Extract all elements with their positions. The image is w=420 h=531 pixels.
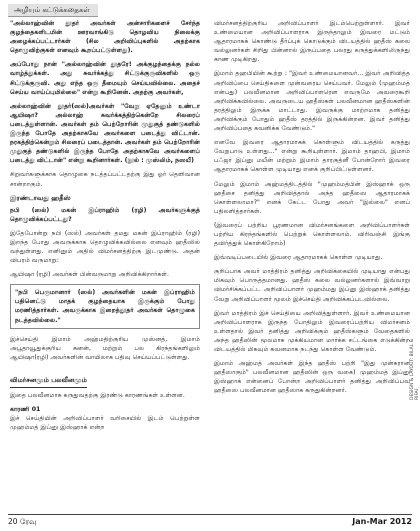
left-column (10, 19, 200, 437)
paragraph: சிறுவர்களுக்காக தொழுகை நடத்தப்பட்டதற்கு இது ஓர் தெளிவான சான்றாகும். (10, 171, 200, 188)
section-heading-second-hadith: இரண்டாவது ஹதீஸ் (10, 193, 71, 202)
paragraph: இதை பலவீனமாக கருதுவதற்கு இரண்டு காரணங்கள் உள்ளன. (10, 391, 185, 399)
paragraph: இமாம் தஹபியின் கூற்று : "இவர் உண்மையானவர்... இவர் அறிவித்த அறிவிப்பை செய்திகளை முன்வரைய செய்பவர். மேலும் (முஹம்மத் என்பது) பலவீனமான அறிவிப்பாளரென எவருமே அவரைகூறி அறிவிக்கவில்லை. அவருடைய ஹதீஸ்கள் பலவீனமான ஹதீஸ்களின் தரத்திலும் இருக்க மாட்டாது. இவருக்கு மாற்றமாக தனித்து அறிவிக்கும் போதும் ஹதீஸ் தரத்தில் இருக்கின்றன. இவர் தனித்து அறிவிப்பதை கவனிக்க வேண்டும்." (214, 70, 410, 133)
paragraph: இவர் மாத்திரம் இச் செய்தியை அறிவித்துள்ளார். இவர் உண்மையான அறிவிப்பாளராக இருந்த போதிலும் இவரைப்பற்றிய விமர்சனம் உள்ளதால் இவர் தனித்து அறிவிக்கும் ஹதீஸ்களும் வேதைகளில் அந்த ஹதீஸின் மூலமாக முக்கியமான மார்க்க சட்டங்கை எடுக்கின்ற விடயத்தில் மிகவும் கவனமாக நடந்து கொள்ள வேண்டும். (214, 309, 410, 353)
paragraph: ஆயிஷா (ரழி) அவர்கள் பின்வருமாறு அறிவிக்கிறார்கள். (10, 271, 170, 279)
hadith-text-3: அல்லாஹ்வின் தூதர்(ஸல்)அவர்கள் "வேறு ஏதேனும் உண்டா ஆயிஷா? அல்லாஹ் சுவர்க்கத்திற்கென்றே சிலரைப் படைத்துள்ளான். அவர்கள் தம் பெற்றோரின் முதுகுத் தண்டுகளில் இருந்த போதே அதற்காகவே அவர்களை படைத்து விட்டான். நரகத்திற்கென்றும் சிலரைப் படைத்தான். அவர்கள் தம் பெற்றோரின் முதுகுத் தண்டுகளில் இருந்த போதே அதற்காகவே அவர்களைப் படைத்து விட்டான்" என்று கூறினார்கள். (நூல் : முஸ்லிம், நஸயீ) (10, 102, 200, 165)
paragraph: இமாம் அஹ்மத் அவர்கள் இந்த ஹதீஸ் பற்றி "இது முன்கரான ஹதீஸாகும்" பலவீனமான ஹதீஸின் ஒரு வகை) முஹம்மத் இப்னு இஸ்ஹாக் என்னைப் போன்ற அறிவிப்பாளர் தனித்து அறிவிப்பவ ஹதீஸை பலவீனமான ஹதீஸாக கருதுகின்றனர். (214, 360, 410, 395)
magazine-name: ரேவு (19, 517, 37, 526)
section-label: அழியும் கட்டுக்கதைகள் (8, 4, 98, 17)
reason-heading: காரணி 01 (10, 406, 41, 413)
paragraph: இவ்வடிப்படையில் இவரை ஆதாரமாகக் கொள்ள முடியாது. (214, 254, 383, 262)
paragraph: விமர்சனத்திற்குரிய அறிவிப்பாளர் இடம்பெற்றுள்ளார். இவர் உண்மையான அறிவிப்பாளராக இருந்தாலும் இவரை மட்டும் ஆதாரமாகக் கொண்டு தீர்ப்புக் கொடுக்கும் விடயத்தில் ஹதீஸ் கலை வல்லுனர்கள் சிறிது பின்னால் இருப்பதை பலரது கருத்துக்களிலிருந்து காண முடிகிறது. (214, 20, 410, 64)
paragraph: (இவரைப் பற்றிய பூரணமான விமர்சனங்களை அறிவிப்பாளர்கள் பற்றிய கிரந்தங்களில் பெற்றுக் கொள்ளலாம். விரிவஞ்சி இங்கு தவிர்த்துக் கொள்கிறோம்) (214, 221, 410, 248)
design-credit: DESIGN & LAYOUT: BILAL & RIFAI (410, 338, 420, 400)
section-subheading: நபி (ஸல்) மகன் இப்ராஹிம் (ரழி) அவர்களுக்குத் தொழுவிக்கப்பட்டது? (10, 206, 200, 223)
paragraph: எனவே இவரை ஆதாரமாகக் கொள்ளும் விடயத்தில் கருத்து வேறுபாடு உள்ளது..." என்று கூறியுள்ளார். இமாம் தாஹபி, இமாம் பஃஜர் இப்னு மயீன் மற்றும் இமாம் தாரகுத்னீ போன்றோர் இவரை ஆதாரமாகக் கொள்ள முடியாது எனக் குறிப்பிட்டுள்ளனர். (214, 139, 410, 174)
paragraph: இதேபோன்று நபி (ஸல்) அவர்கள் தமது மகன் இப்ராஹிம் (ரழி) இறந்த போது அவருக்காக தொழுவிக்கவில்லை எனவும் ஹதீஸில் வந்துள்ளது. எனினும் அதில் விமர்சனத்திற்கு இடமுண்டு. அதன் விபரம் வருமாறு: (10, 229, 200, 265)
issue-date: Jan-Mar 2012 (352, 517, 412, 526)
footer-left (8, 516, 36, 528)
hadith-text-2: அப்போது நான் "அல்லாஹ்வின் தூதரே! அக்குழந்தைக்கு நல்ல வாழ்த்துக்கள். அது சுவர்க்கத்து சிட்டுக்குருவிகளில் ஒரு சிட்டுக்குருவி. அது எந்த ஒரு தீமையும் செய்யவில்லை. அதைச் செய்ய வாய்ப்புமில்லை" என்று கூறினேன். அதற்கு அவர்கள், (10, 61, 200, 96)
page-footer (8, 516, 412, 528)
page-number: 20 (8, 517, 18, 526)
paragraph: குறிப்பாக அவர் மாத்திரம் தனித்து அறிவிக்கையில் முடியாது என்பது மிகவும் பொருத்தமானது. ஹதீஸ் கலை வல்லுனர்களால் இவ்வாறு விமர்சிக்கப்பட்ட அறிவிப்பாளர் முஹம்மது இப்னு இஸ்ஹாக் தனித்து வேறு அறிவிப்பாளர் மூலம் இச்செய்தி அறிவிக்கப்படவில்லை. (214, 268, 410, 303)
hadith-quote-box: "நபி பெருமானார் (ஸல்) அவர்களின் மகன் இப்ராஹிம் பதினெட்டு மாதக் குழந்தையாக இருக்கும் போது மரணித்தார்கள். அவருக்காக இறைத்தூதர் அவர்கள் தொழுகை நடத்தவில்லை." (10, 284, 200, 328)
section-heading-criticism: விமர்சனமும் பலவீனமும் (10, 376, 87, 388)
hadith-text-1: "அல்லாஹ்வின் தூதர் அவர்கள் அன்சாரிகளைச் சேர்ந்த குழந்தைகளிடமின் ஊரவாங்கிடு தொழவிய நிலைக்கு அழைக்கப்பட்டார்கள் (சில அறிவிப்புகளில் அதற்காக தொழுவிற்குகள் எனவும் கூறப்பட்டுள்ளது). (10, 20, 200, 55)
right-column (214, 19, 410, 400)
paragraph: இச்செய்தி இமாம் அஹ்மதிற்குரிய முஸ்னத், இமாம் அபூதாவூதுக்குரிய சுனன், மற்றும் பல கிரந்தங்களிலும் ஆயிஷா(ரழி) அவர்களின் வாயிலாக பதிவு செய்யப்பட்டுள்ளது. (10, 335, 200, 361)
footer-divider (8, 514, 412, 515)
paragraph: மேலும் இமாம் அஹ்மத்திடத்தில் "முஹம்மத்பின் இஸ்ஹாக் ஒரு ஹதீசை தனித்து அறிவித்தால் அந்த ஹதீஸை ஆதாரமாகக் கொள்ளலாமா?" எனக் கேட்ட போது அவர் "இல்லை" எனப் பதிலளித்தார்கள். (214, 180, 410, 215)
paragraph: இச் செய்தியின் அறிவிப்பாளர் வரிசையில் இடம் பெற்றுள்ள முஹம்மத் இப்னு இஸ்ஹாக் என்ற (10, 415, 200, 432)
